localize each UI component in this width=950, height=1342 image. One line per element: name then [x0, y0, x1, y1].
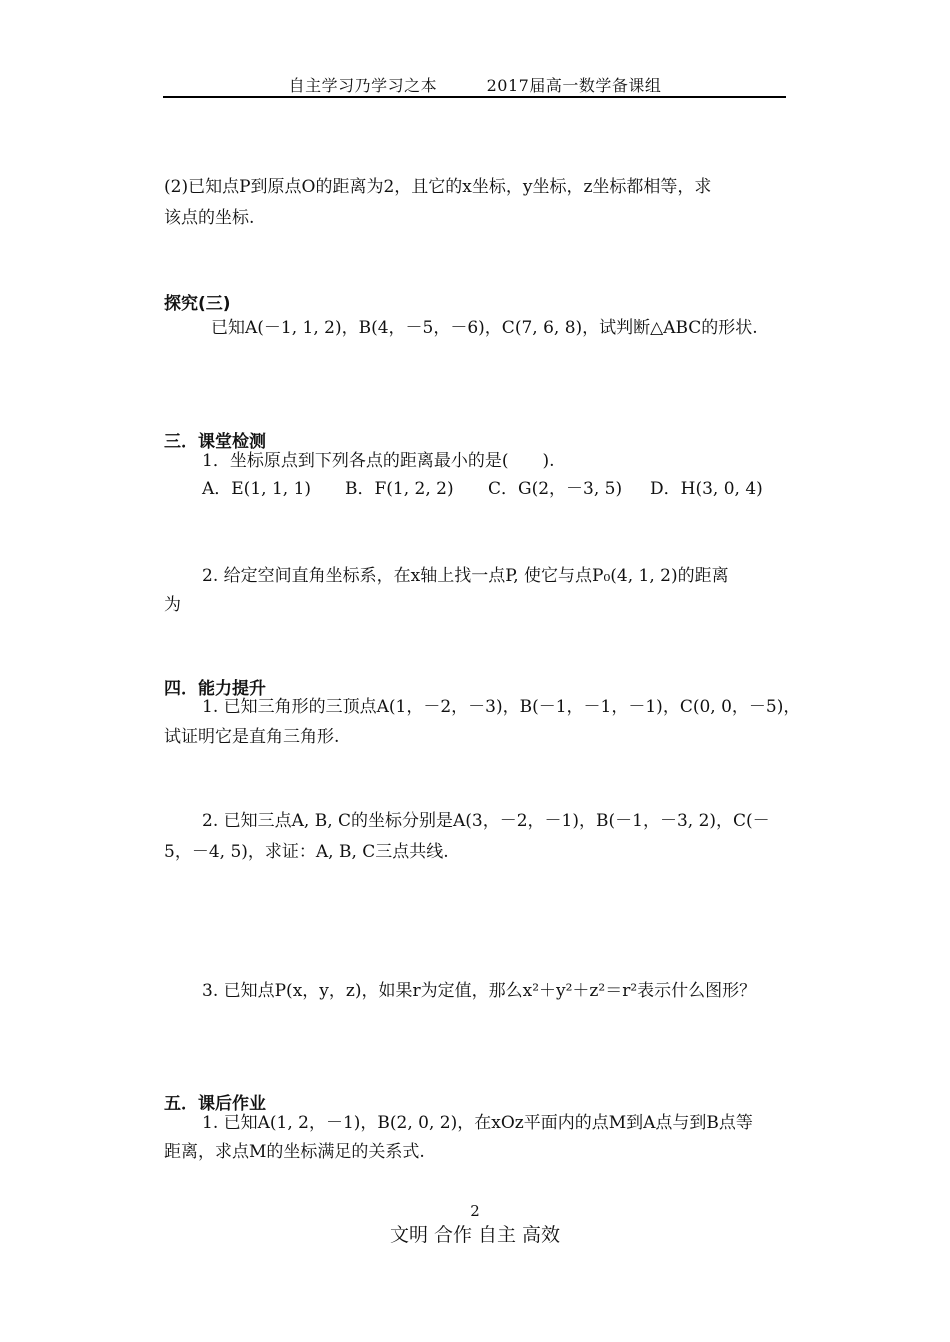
section4-q1-line2: 试证明它是直角三角形.: [164, 727, 340, 747]
option-a: A．E(1, 1, 1): [202, 479, 312, 499]
explore3-text: 已知A(－1, 1, 2)，B(4，－5，－6)，C(7, 6, 8)，试判断△ABC的形状.: [211, 318, 758, 338]
section3-q2-line1: 2. 给定空间直角坐标系，在x轴上找一点P, 使它与点P₀(4, 1, 2)的距离: [202, 566, 729, 586]
explore3-title: 探究(三): [164, 294, 231, 314]
section5-title: 五．课后作业: [164, 1094, 266, 1114]
section5-q1-line1: 1. 已知A(1, 2，－1)，B(2, 0, 2)，在xOz平面内的点M到A点与到B点等: [202, 1113, 753, 1133]
section3-q2-line2: 为: [164, 595, 181, 615]
header-rule: [163, 96, 786, 98]
q2-line2: 该点的坐标.: [164, 208, 255, 228]
page-header: 自主学习乃学习之本 2017届高一数学备课组: [288, 76, 662, 95]
section3-title: 三．课堂检测: [164, 432, 266, 452]
option-c: C．G(2，－3, 5): [488, 479, 623, 499]
section3-options: [202, 474, 763, 505]
section4-q1-line1: 1. 已知三角形的三顶点A(1，－2，－3)，B(－1，－1，－1)，C(0, 0，－5)，: [202, 697, 801, 717]
page-number: 2: [470, 1202, 480, 1220]
option-d: D．H(3, 0, 4): [650, 479, 763, 499]
section4-q2-line2: 5，－4, 5)，求证：A, B, C三点共线.: [164, 842, 449, 862]
section3-q1: 1．坐标原点到下列各点的距离最小的是( ).: [202, 451, 555, 471]
section4-title: 四．能力提升: [164, 679, 266, 699]
section4-q2-line1: 2. 已知三点A, B, C的坐标分别是A(3，－2，－1)，B(－1，－3, 2)，C(－: [202, 811, 770, 831]
page-footer: 文明 合作 自主 高效: [389, 1224, 561, 1246]
section5-q1-line2: 距离，求点M的坐标满足的关系式.: [164, 1142, 425, 1162]
section4-q3: 3. 已知点P(x，y，z)，如果r为定值，那么x²＋y²＋z²＝r²表示什么图形？: [202, 981, 757, 1001]
option-b: B．F(1, 2, 2): [345, 479, 454, 499]
q2-line1: (2)已知点P到原点O的距离为2，且它的x坐标，y坐标，z坐标都相等，求: [164, 177, 712, 197]
